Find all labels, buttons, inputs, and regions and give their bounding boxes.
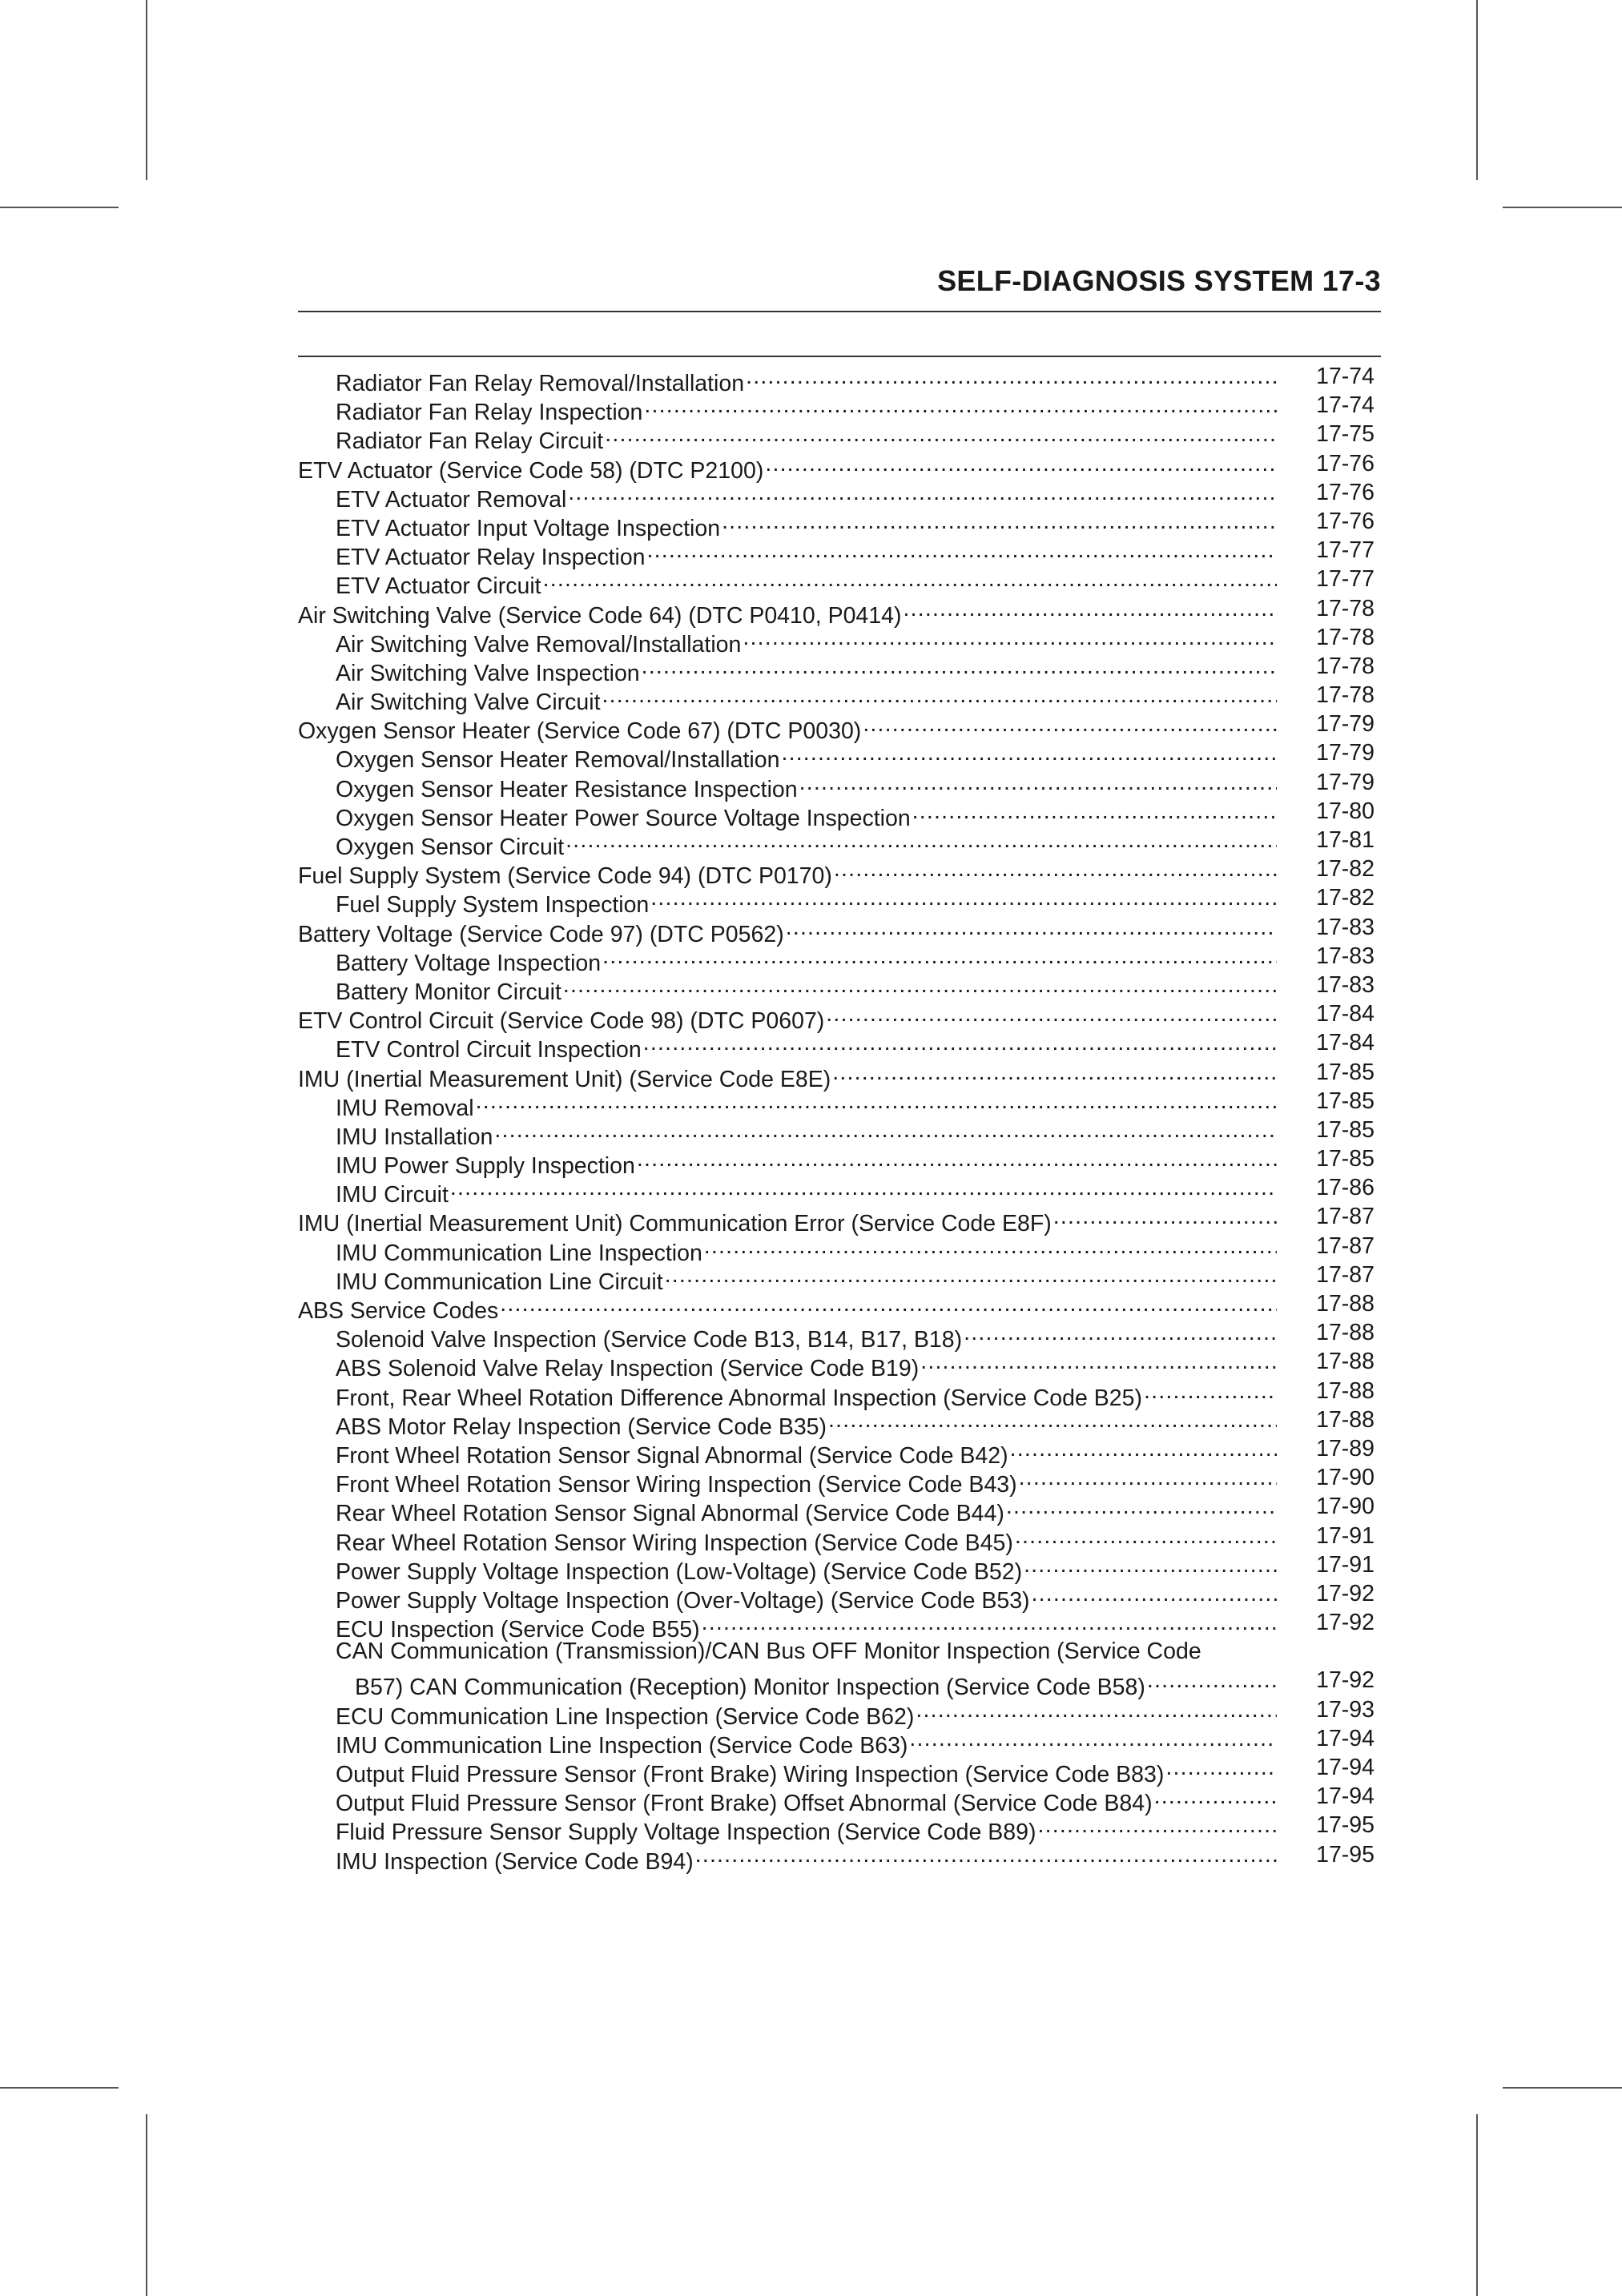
toc-entry-label: IMU Communication Line Circuit xyxy=(336,1268,665,1297)
toc-entry-page-number: 17-79 xyxy=(1316,740,1374,766)
dot-leader xyxy=(828,1405,1277,1434)
toc-entry-page-number: 17-92 xyxy=(1316,1580,1374,1606)
toc-entry-label: Front, Rear Wheel Rotation Difference Abnormal Inspection (Service Code B25) xyxy=(336,1384,1144,1413)
toc-entry[interactable] xyxy=(298,391,1381,426)
toc-entry-label: Air Switching Valve Inspection xyxy=(336,659,642,688)
toc-entry-page-number: 17-88 xyxy=(1316,1406,1374,1433)
toc-entry-label: ETV Actuator Input Voltage Inspection xyxy=(336,514,722,543)
toc-entry[interactable] xyxy=(298,1608,1381,1643)
toc-entry[interactable] xyxy=(298,1261,1381,1295)
toc-entry-label: Oxygen Sensor Heater Resistance Inspection xyxy=(336,775,799,804)
dot-leader xyxy=(476,1087,1277,1116)
dot-leader xyxy=(916,1695,1277,1724)
dot-leader xyxy=(834,854,1277,883)
dot-leader xyxy=(920,1347,1277,1376)
dot-leader xyxy=(781,738,1277,767)
crop-mark xyxy=(146,2114,147,2296)
dot-leader xyxy=(1165,1753,1277,1782)
toc-entry[interactable] xyxy=(298,1173,1381,1208)
toc-entry-label: Fuel Supply System Inspection xyxy=(336,891,650,919)
dot-leader xyxy=(665,1261,1277,1289)
toc-entry-page-number: 17-74 xyxy=(1316,392,1374,419)
toc-entry[interactable] xyxy=(298,1116,1381,1150)
toc-entry[interactable] xyxy=(298,1753,1381,1788)
toc-entry-label: IMU Removal xyxy=(336,1094,476,1123)
toc-entry[interactable] xyxy=(298,1289,1381,1324)
crop-mark xyxy=(1503,207,1622,208)
toc-entry[interactable] xyxy=(298,999,1381,1035)
dot-leader xyxy=(909,1724,1277,1753)
toc-entry-page-number: 17-78 xyxy=(1316,682,1374,709)
toc-entry[interactable] xyxy=(298,1550,1381,1585)
dot-leader xyxy=(765,449,1277,478)
toc-entry[interactable] xyxy=(298,652,1381,686)
toc-entry-page-number: 17-86 xyxy=(1316,1175,1374,1201)
toc-entry-page-number: 17-82 xyxy=(1316,856,1374,883)
toc-entry[interactable] xyxy=(298,1318,1381,1353)
toc-entry[interactable] xyxy=(298,738,1381,774)
dot-leader xyxy=(799,768,1277,797)
toc-entry-page-number: 17-94 xyxy=(1316,1725,1374,1751)
toc-entry[interactable] xyxy=(298,1492,1381,1527)
crop-mark xyxy=(0,207,119,208)
toc-entry[interactable] xyxy=(298,1377,1381,1411)
toc-entry-label-line1: CAN Communication (Transmission)/CAN Bus OFF Monitor Inspection (Service Code xyxy=(336,1639,1201,1665)
dot-leader xyxy=(1015,1522,1277,1550)
toc-entry-page-number: 17-90 xyxy=(1316,1494,1374,1520)
toc-entry-page-number: 17-76 xyxy=(1316,479,1374,505)
toc-entry[interactable] xyxy=(298,1463,1381,1498)
toc-entry[interactable] xyxy=(298,449,1381,484)
toc-entry-label: Radiator Fan Relay Removal/Installation xyxy=(336,369,746,398)
toc-entry-page-number: 17-88 xyxy=(1316,1320,1374,1346)
toc-entry[interactable] xyxy=(298,1202,1381,1237)
toc-entry[interactable] xyxy=(298,1811,1381,1846)
toc-entry-page-number: 17-92 xyxy=(1316,1667,1374,1694)
dot-leader xyxy=(1037,1811,1277,1840)
dot-leader xyxy=(1154,1782,1277,1811)
dot-leader xyxy=(722,507,1277,536)
toc-entry-page-number: 17-83 xyxy=(1316,971,1374,998)
toc-entry-label: Output Fluid Pressure Sensor (Front Brake) Offset Abnormal (Service Code B84) xyxy=(336,1789,1154,1818)
toc-entry-label: ETV Control Circuit (Service Code 98) (DTC P0607) xyxy=(298,1007,826,1035)
toc-entry[interactable] xyxy=(298,1637,1381,1701)
toc-entry[interactable] xyxy=(298,1405,1381,1440)
toc-entry[interactable] xyxy=(298,1232,1381,1266)
toc-entry[interactable] xyxy=(298,362,1381,396)
toc-entry-label: Oxygen Sensor Heater Removal/Installation xyxy=(336,746,781,774)
crop-mark xyxy=(1476,2114,1478,2296)
dot-leader xyxy=(1144,1377,1277,1405)
dot-leader xyxy=(637,1144,1277,1173)
toc-entry-page-number: 17-77 xyxy=(1316,537,1374,564)
dot-leader xyxy=(912,797,1277,826)
toc-entry-label: Fuel Supply System (Service Code 94) (DTC P0170) xyxy=(298,862,834,891)
toc-entry-label: ETV Actuator Circuit xyxy=(336,572,543,601)
toc-entry-page-number: 17-84 xyxy=(1316,1030,1374,1056)
dot-leader xyxy=(832,1058,1277,1087)
toc-entry[interactable] xyxy=(298,1782,1381,1817)
toc-entry-page-number: 17-95 xyxy=(1316,1812,1374,1839)
dot-leader xyxy=(743,623,1277,652)
dot-leader xyxy=(568,478,1277,507)
toc-entry[interactable] xyxy=(298,1579,1381,1614)
toc-entry[interactable] xyxy=(298,1144,1381,1180)
dot-leader xyxy=(826,999,1277,1028)
toc-entry-row xyxy=(336,1840,1277,1876)
toc-top-rule xyxy=(298,356,1381,357)
toc-entry-label: Power Supply Voltage Inspection (Over-Voltage) (Service Code B53) xyxy=(336,1586,1032,1615)
toc-entry[interactable] xyxy=(298,942,1381,976)
toc-entry-label: Power Supply Voltage Inspection (Low-Voltage) (Service Code B52) xyxy=(336,1558,1024,1586)
toc-entry[interactable] xyxy=(298,1840,1381,1875)
toc-entry[interactable] xyxy=(298,1087,1381,1121)
toc-entry-label: ABS Motor Relay Inspection (Service Code B35) xyxy=(336,1413,828,1442)
toc-entry-label: Solenoid Valve Inspection (Service Code B13, B14, B17, B18) xyxy=(336,1325,964,1354)
crop-mark xyxy=(1476,0,1478,180)
toc-entry-page-number: 17-90 xyxy=(1316,1465,1374,1491)
dot-leader xyxy=(643,1028,1277,1057)
toc-entry[interactable] xyxy=(298,854,1381,890)
toc-entry[interactable] xyxy=(298,768,1381,802)
toc-entry-label: Air Switching Valve Removal/Installation xyxy=(336,630,743,659)
toc-entry-page-number: 17-88 xyxy=(1316,1291,1374,1317)
toc-entry-page-number: 17-78 xyxy=(1316,624,1374,650)
dot-leader xyxy=(642,652,1277,681)
toc-entry-page-number: 17-77 xyxy=(1316,566,1374,593)
toc-entry[interactable] xyxy=(298,710,1381,745)
toc-entry-label: Battery Voltage Inspection xyxy=(336,949,602,978)
toc-entry-label: ECU Communication Line Inspection (Service Code B62) xyxy=(336,1703,916,1731)
toc-entry[interactable] xyxy=(298,971,1381,1005)
toc-entry-page-number: 17-91 xyxy=(1316,1551,1374,1578)
dot-leader xyxy=(695,1840,1277,1869)
toc-entry-label: Oxygen Sensor Circuit xyxy=(336,833,565,862)
toc-entry-page-number: 17-87 xyxy=(1316,1204,1374,1230)
dot-leader xyxy=(786,913,1277,942)
toc-entry-label: Rear Wheel Rotation Sensor Wiring Inspection (Service Code B45) xyxy=(336,1529,1015,1558)
toc-entry-page-number: 17-91 xyxy=(1316,1522,1374,1549)
toc-entry-page-number: 17-85 xyxy=(1316,1146,1374,1172)
toc-entry[interactable] xyxy=(298,1058,1381,1092)
toc-entry-label: Oxygen Sensor Heater (Service Code 67) (DTC P0030) xyxy=(298,717,863,746)
page-title: SELF-DIAGNOSIS SYSTEM 17-3 xyxy=(937,264,1381,297)
dot-leader xyxy=(543,565,1277,593)
dot-leader xyxy=(746,362,1277,391)
dot-leader xyxy=(494,1116,1277,1144)
toc-entry[interactable] xyxy=(298,1347,1381,1382)
toc-entry-page-number: 17-87 xyxy=(1316,1261,1374,1288)
toc-entry-label: ECU Inspection (Service Code B55) xyxy=(336,1615,702,1644)
dot-leader xyxy=(605,420,1277,448)
toc-entry-label: Battery Voltage (Service Code 97) (DTC P0562) xyxy=(298,920,786,949)
toc-entry[interactable] xyxy=(298,883,1381,919)
toc-entry[interactable] xyxy=(298,1028,1381,1064)
dot-leader xyxy=(1019,1463,1277,1492)
toc-entry-label: ETV Actuator (Service Code 58) (DTC P2100) xyxy=(298,456,765,485)
toc-entry-page-number: 17-79 xyxy=(1316,711,1374,738)
crop-mark xyxy=(0,2087,119,2089)
toc-entry[interactable] xyxy=(298,594,1381,629)
toc-entry[interactable] xyxy=(298,797,1381,831)
toc-entry[interactable] xyxy=(298,536,1381,571)
toc-entry-page-number: 17-85 xyxy=(1316,1088,1374,1114)
crop-mark xyxy=(1503,2087,1622,2089)
toc-entry-page-number: 17-93 xyxy=(1316,1696,1374,1723)
toc-entry-label: IMU Communication Line Inspection (Service Code B63) xyxy=(336,1731,909,1760)
toc-entry-label: ETV Control Circuit Inspection xyxy=(336,1035,643,1064)
toc-entry[interactable] xyxy=(298,1522,1381,1556)
toc-entry-page-number: 17-94 xyxy=(1316,1755,1374,1781)
dot-leader xyxy=(647,536,1277,565)
toc-entry-page-number: 17-82 xyxy=(1316,885,1374,911)
toc-entry-label: IMU (Inertial Measurement Unit) Communication Error (Service Code E8F) xyxy=(298,1209,1053,1238)
toc-entry[interactable] xyxy=(298,478,1381,513)
toc-entry-page-number: 17-78 xyxy=(1316,653,1374,679)
toc-entry[interactable] xyxy=(298,420,1381,455)
toc-entry-label: B57) CAN Communication (Reception) Monitor Inspection (Service Code B58) xyxy=(355,1673,1147,1702)
toc-entry-label: Battery Monitor Circuit xyxy=(336,978,563,1007)
toc-entry-label: IMU Inspection (Service Code B94) xyxy=(336,1848,695,1876)
toc-entry-label: Radiator Fan Relay Circuit xyxy=(336,427,605,456)
toc-entry-label: Fluid Pressure Sensor Supply Voltage Inspection (Service Code B89) xyxy=(336,1818,1037,1847)
dot-leader xyxy=(644,391,1277,420)
toc-entry-page-number: 17-80 xyxy=(1316,798,1374,824)
toc-entry-page-number: 17-89 xyxy=(1316,1435,1374,1462)
toc-entry-label: ETV Actuator Removal xyxy=(336,485,568,514)
dot-leader xyxy=(602,942,1277,971)
dot-leader xyxy=(565,826,1277,854)
crop-mark xyxy=(146,0,147,180)
toc-entry-label: Air Switching Valve (Service Code 64) (DTC P0410, P0414) xyxy=(298,601,903,630)
toc-entry-page-number: 17-75 xyxy=(1316,421,1374,448)
toc-entry-label: IMU (Inertial Measurement Unit) (Service Code E8E) xyxy=(298,1065,832,1094)
toc-entry-page-number: 17-88 xyxy=(1316,1377,1374,1404)
toc-entry-label: IMU Circuit xyxy=(336,1180,450,1209)
dot-leader xyxy=(1010,1434,1277,1463)
dot-leader xyxy=(704,1232,1277,1261)
toc-entry-page-number: 17-76 xyxy=(1316,450,1374,476)
toc-entry-page-number: 17-78 xyxy=(1316,595,1374,621)
toc-entry-label: IMU Communication Line Inspection xyxy=(336,1239,704,1268)
dot-leader xyxy=(1024,1550,1277,1579)
toc-entry-label: Output Fluid Pressure Sensor (Front Brake) Wiring Inspection (Service Code B83) xyxy=(336,1760,1165,1789)
toc-entry-page-number: 17-88 xyxy=(1316,1349,1374,1375)
dot-leader xyxy=(602,681,1278,710)
toc-entry-page-number: 17-84 xyxy=(1316,1001,1374,1027)
toc-entry-label: Air Switching Valve Circuit xyxy=(336,688,602,717)
toc-entry-page-number: 17-83 xyxy=(1316,943,1374,969)
toc-entry-page-number: 17-95 xyxy=(1316,1841,1374,1868)
table-of-contents xyxy=(298,362,1381,1875)
toc-entry[interactable] xyxy=(298,1695,1381,1730)
toc-entry[interactable] xyxy=(298,681,1381,716)
toc-entry-page-number: 17-81 xyxy=(1316,827,1374,853)
toc-entry-label: Radiator Fan Relay Inspection xyxy=(336,398,644,427)
toc-entry-label: IMU Power Supply Inspection xyxy=(336,1152,637,1180)
toc-entry-page-number: 17-94 xyxy=(1316,1783,1374,1810)
toc-entry-page-number: 17-85 xyxy=(1316,1059,1374,1085)
toc-entry-label: ABS Service Codes xyxy=(298,1297,500,1325)
dot-leader xyxy=(964,1318,1277,1347)
toc-entry-label: Front Wheel Rotation Sensor Wiring Inspection (Service Code B43) xyxy=(336,1470,1019,1499)
toc-entry-label: ETV Actuator Relay Inspection xyxy=(336,543,647,572)
header-rule xyxy=(298,311,1381,312)
dot-leader xyxy=(450,1173,1277,1202)
toc-entry[interactable] xyxy=(298,913,1381,947)
dot-leader xyxy=(1032,1579,1277,1608)
dot-leader xyxy=(500,1289,1277,1318)
toc-entry-label: Front Wheel Rotation Sensor Signal Abnormal (Service Code B42) xyxy=(336,1442,1010,1470)
toc-entry[interactable] xyxy=(298,507,1381,541)
dot-leader xyxy=(702,1608,1277,1637)
toc-entry[interactable] xyxy=(298,826,1381,860)
toc-entry-label: IMU Installation xyxy=(336,1123,494,1152)
toc-entry-page-number: 17-76 xyxy=(1316,508,1374,534)
toc-entry-page-number: 17-74 xyxy=(1316,364,1374,389)
toc-entry-label: Rear Wheel Rotation Sensor Signal Abnormal (Service Code B44) xyxy=(336,1499,1006,1528)
dot-leader xyxy=(650,883,1277,912)
toc-entry-page-number: 17-87 xyxy=(1316,1232,1374,1259)
dot-leader xyxy=(903,594,1277,623)
dot-leader xyxy=(1147,1666,1277,1695)
toc-entry-page-number: 17-92 xyxy=(1316,1610,1374,1636)
toc-entry-label: ABS Solenoid Valve Relay Inspection (Service Code B19) xyxy=(336,1354,920,1383)
toc-entry-page-number: 17-79 xyxy=(1316,769,1374,795)
toc-entry[interactable] xyxy=(298,1434,1381,1469)
toc-entry[interactable] xyxy=(298,565,1381,600)
toc-entry[interactable] xyxy=(298,623,1381,657)
toc-entry-label: Oxygen Sensor Heater Power Source Voltage Inspection xyxy=(336,804,912,833)
toc-entry-page-number: 17-85 xyxy=(1316,1116,1374,1143)
toc-entry[interactable] xyxy=(298,1724,1381,1759)
dot-leader xyxy=(1006,1492,1277,1521)
dot-leader xyxy=(563,971,1277,999)
toc-entry-page-number: 17-83 xyxy=(1316,914,1374,940)
dot-leader xyxy=(863,710,1277,738)
dot-leader xyxy=(1053,1202,1277,1231)
